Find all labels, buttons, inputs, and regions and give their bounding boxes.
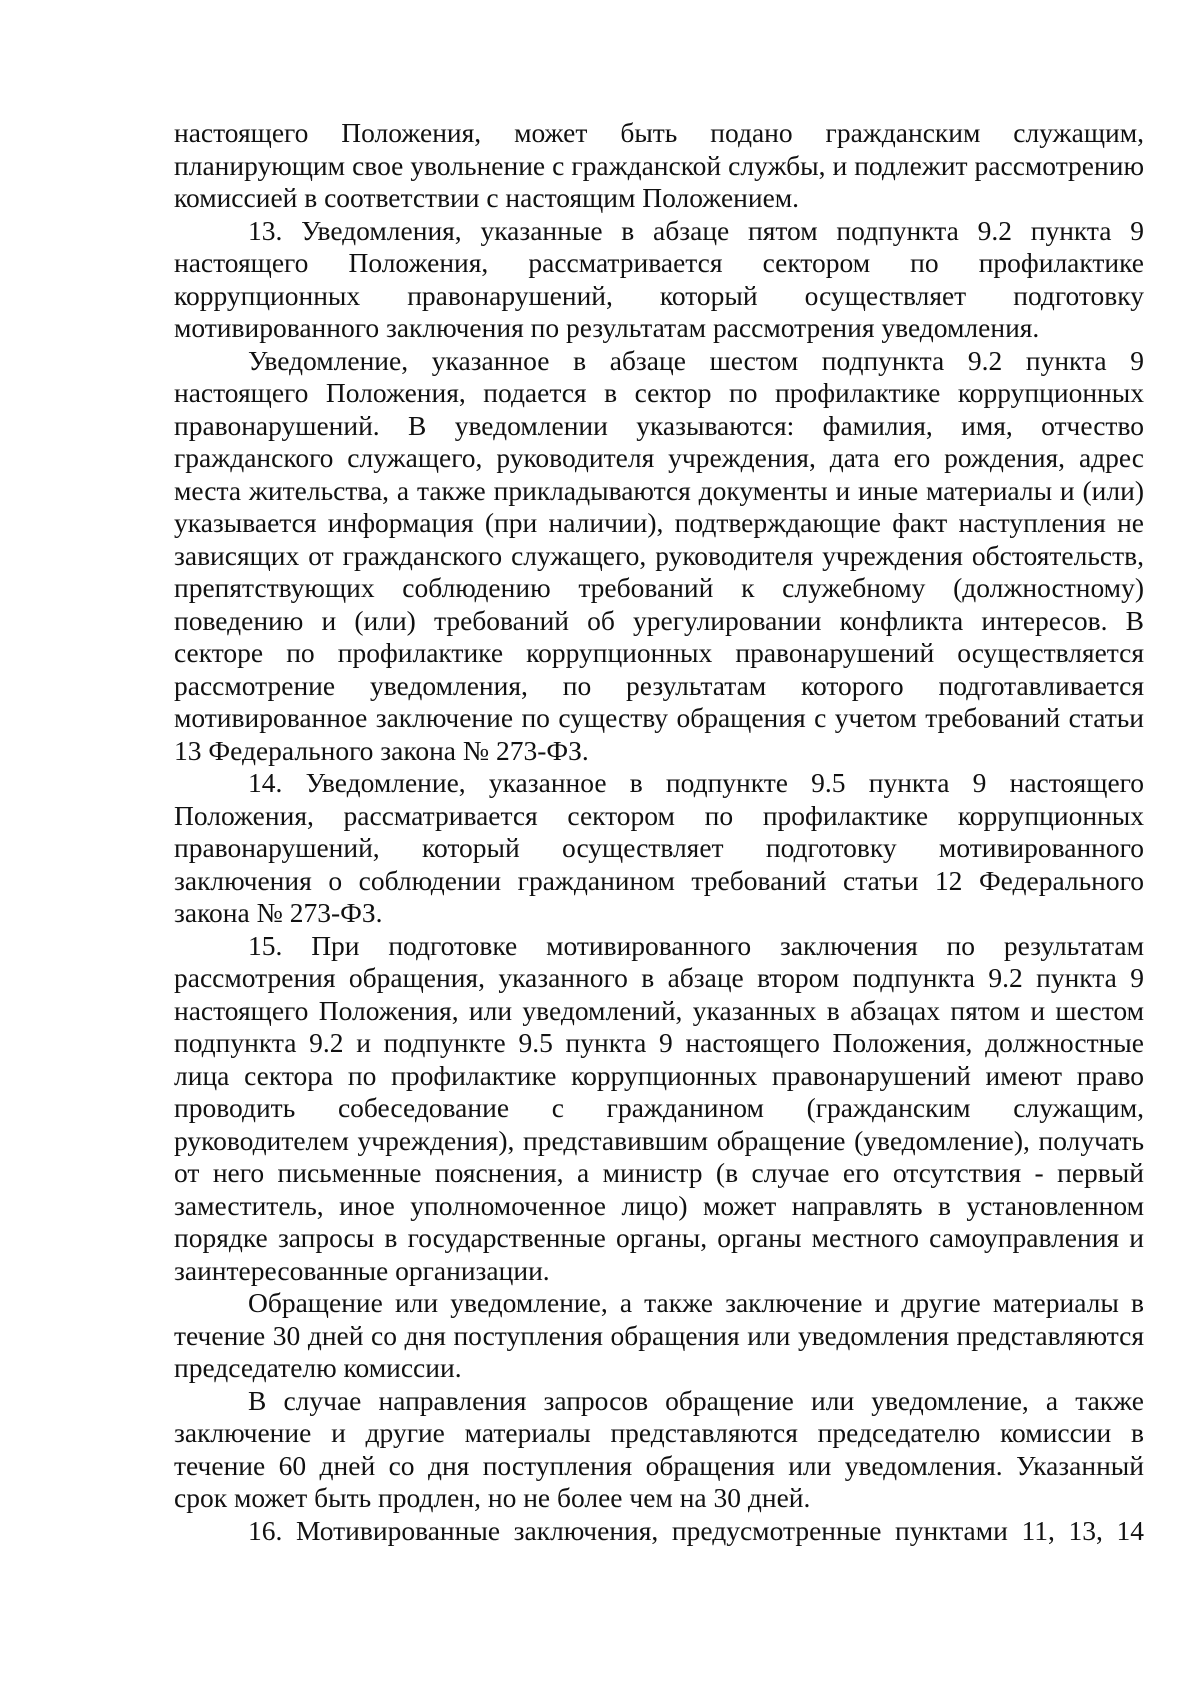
paragraph-15-requests: В случае направления запросов обращение или уведомление, а также заключение и другие материалы представляются председателю комиссии в течение 60 дней со дня поступления обращения или уведомления. Указанный срок может быть продлен, но не более чем на 30 дней. [174,1384,1144,1513]
paragraph-15-deadline: Обращение или уведомление, а также заключение и другие материалы в течение 30 дней со дня поступления обращения или уведомления представляются председателю комиссии. [174,1287,1144,1383]
paragraph-13: 13. Уведомления, указанные в абзаце пятом подпункта 9.2 пункта 9 настоящего Положения, рассматривается сектором по профилактике коррупционных правонарушений, который осуществляет подготовку мотивированного заключения по результатам рассмотрения уведомления. [174,214,1144,343]
paragraph-13-notification: Уведомление, указанное в абзаце шестом подпункта 9.2 пункта 9 настоящего Положения, подается в сектор по профилактике коррупционных правонарушений. В уведомлении указываются: фамилия, имя, отчество гражданского служащего, руководителя учреждения, дата его рождения, адрес места жительства, а также прикладываются документы и иные материалы и (или) указывается информация (при наличии), подтверждающие факт наступления не зависящих от гражданского служащего, руководителя учреждения обстоятельств, препятствующих соблюдению требований к служебному (должностному) поведению и (или) требований об урегулировании конфликта интересов. В секторе по профилактике коррупционных правонарушений осуществляется рассмотрение уведомления, по результатам которого подготавливается мотивированное заключение по существу обращения с учетом требований статьи 13 Федерального закона № 273-ФЗ. [174,344,1144,766]
paragraph-16: 16. Мотивированные заключения, предусмотренные пунктами 11, 13, 14 [248,1514,1144,1546]
paragraph-continuation: настоящего Положения, может быть подано гражданским служащим, планирующим свое увольнение с гражданской службы, и подлежит рассмотрению комиссией в соответствии с настоящим Положением. [174,117,1144,213]
paragraph-14: 14. Уведомление, указанное в подпункте 9.5 пункта 9 настоящего Положения, рассматривается сектором по профилактике коррупционных правонарушений, который осуществляет подготовку мотивированного заключения о соблюдении гражданином требований статьи 12 Федерального закона № 273-ФЗ. [174,767,1144,928]
paragraph-15: 15. При подготовке мотивированного заключения по результатам рассмотрения обращения, указанного в абзаце втором подпункта 9.2 пункта 9 настоящего Положения, или уведомлений, указанных в абзацах пятом и шестом подпункта 9.2 и подпункте 9.5 пункта 9 настоящего Положения, должностные лица сектора по профилактике коррупционных правонарушений имеют право проводить собеседование с гражданином (гражданским служащим, руководителем учреждения), представившим обращение (уведомление), получать от него письменные пояснения, а министр (в случае его отсутствия - первый заместитель, иное уполномоченное лицо) может направлять в установленном порядке запросы в государственные органы, органы местного самоуправления и заинтересованные организации. [174,929,1144,1286]
document-body [174,117,1144,1547]
